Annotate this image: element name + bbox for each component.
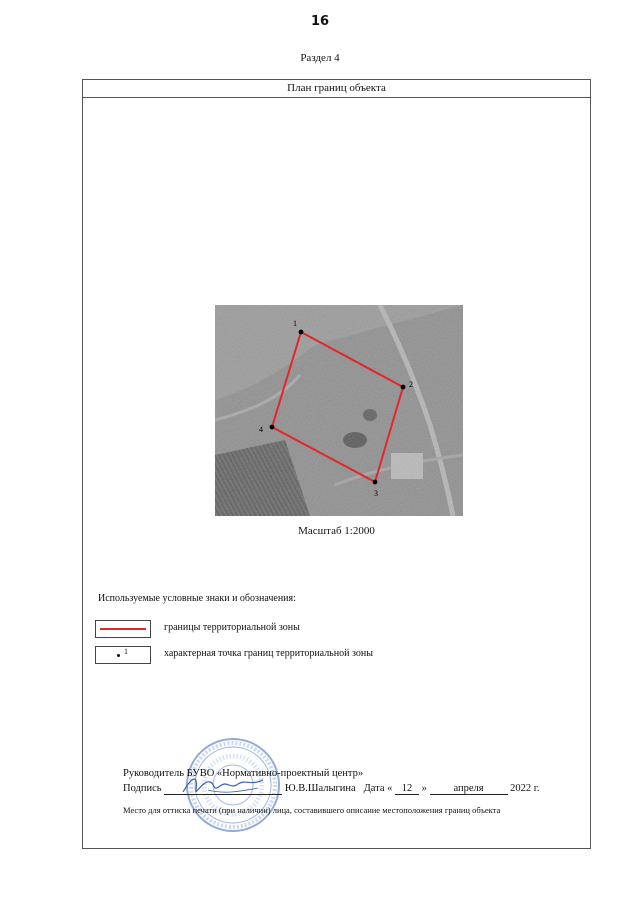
date-close: » <box>421 783 427 794</box>
boundary-point-3 <box>373 480 378 485</box>
stamp-note: Место для оттиска печати (при наличии) лица, составившего описание местоположения границ объекта <box>123 805 501 815</box>
point-label-1: 1 <box>293 319 297 328</box>
satellite-map <box>215 305 463 516</box>
signer-name: Ю.В.Шалыгина <box>284 783 356 794</box>
legend-text-point: характерная точка границ территориальной зоны <box>164 648 373 659</box>
section-title: Раздел 4 <box>300 52 340 64</box>
date-day: 12 <box>395 783 419 795</box>
page-number: 16 <box>310 14 330 29</box>
legend-symbol-boundary <box>95 620 151 638</box>
sign-line <box>123 783 540 795</box>
head-line: Руководитель БУВО «Нормативно-проектный центр» <box>123 768 364 779</box>
point-label-3: 3 <box>374 489 378 498</box>
point-label-4: 4 <box>259 425 263 434</box>
point-symbol-label: 1 <box>124 647 128 656</box>
legend-text-boundary: границы территориальной зоны <box>164 622 300 633</box>
legend-symbol-point <box>95 646 151 664</box>
boundary-point-2 <box>401 385 406 390</box>
point-symbol <box>117 654 120 657</box>
plan-header: План границ объекта <box>83 80 590 98</box>
date-label: Дата « <box>363 783 393 794</box>
scale-label: Масштаб 1:2000 <box>298 525 375 537</box>
date-month: апреля <box>430 783 508 795</box>
signature-blank <box>164 783 282 795</box>
point-label-2: 2 <box>409 380 413 389</box>
boundary-point-1 <box>299 330 304 335</box>
red-line-symbol <box>100 628 146 630</box>
legend-title: Используемые условные знаки и обозначения: <box>98 593 296 604</box>
boundary-point-4 <box>270 425 275 430</box>
plan-frame <box>82 79 591 849</box>
date-year: 2022 г. <box>510 783 540 794</box>
sign-label: Подпись <box>123 783 162 794</box>
